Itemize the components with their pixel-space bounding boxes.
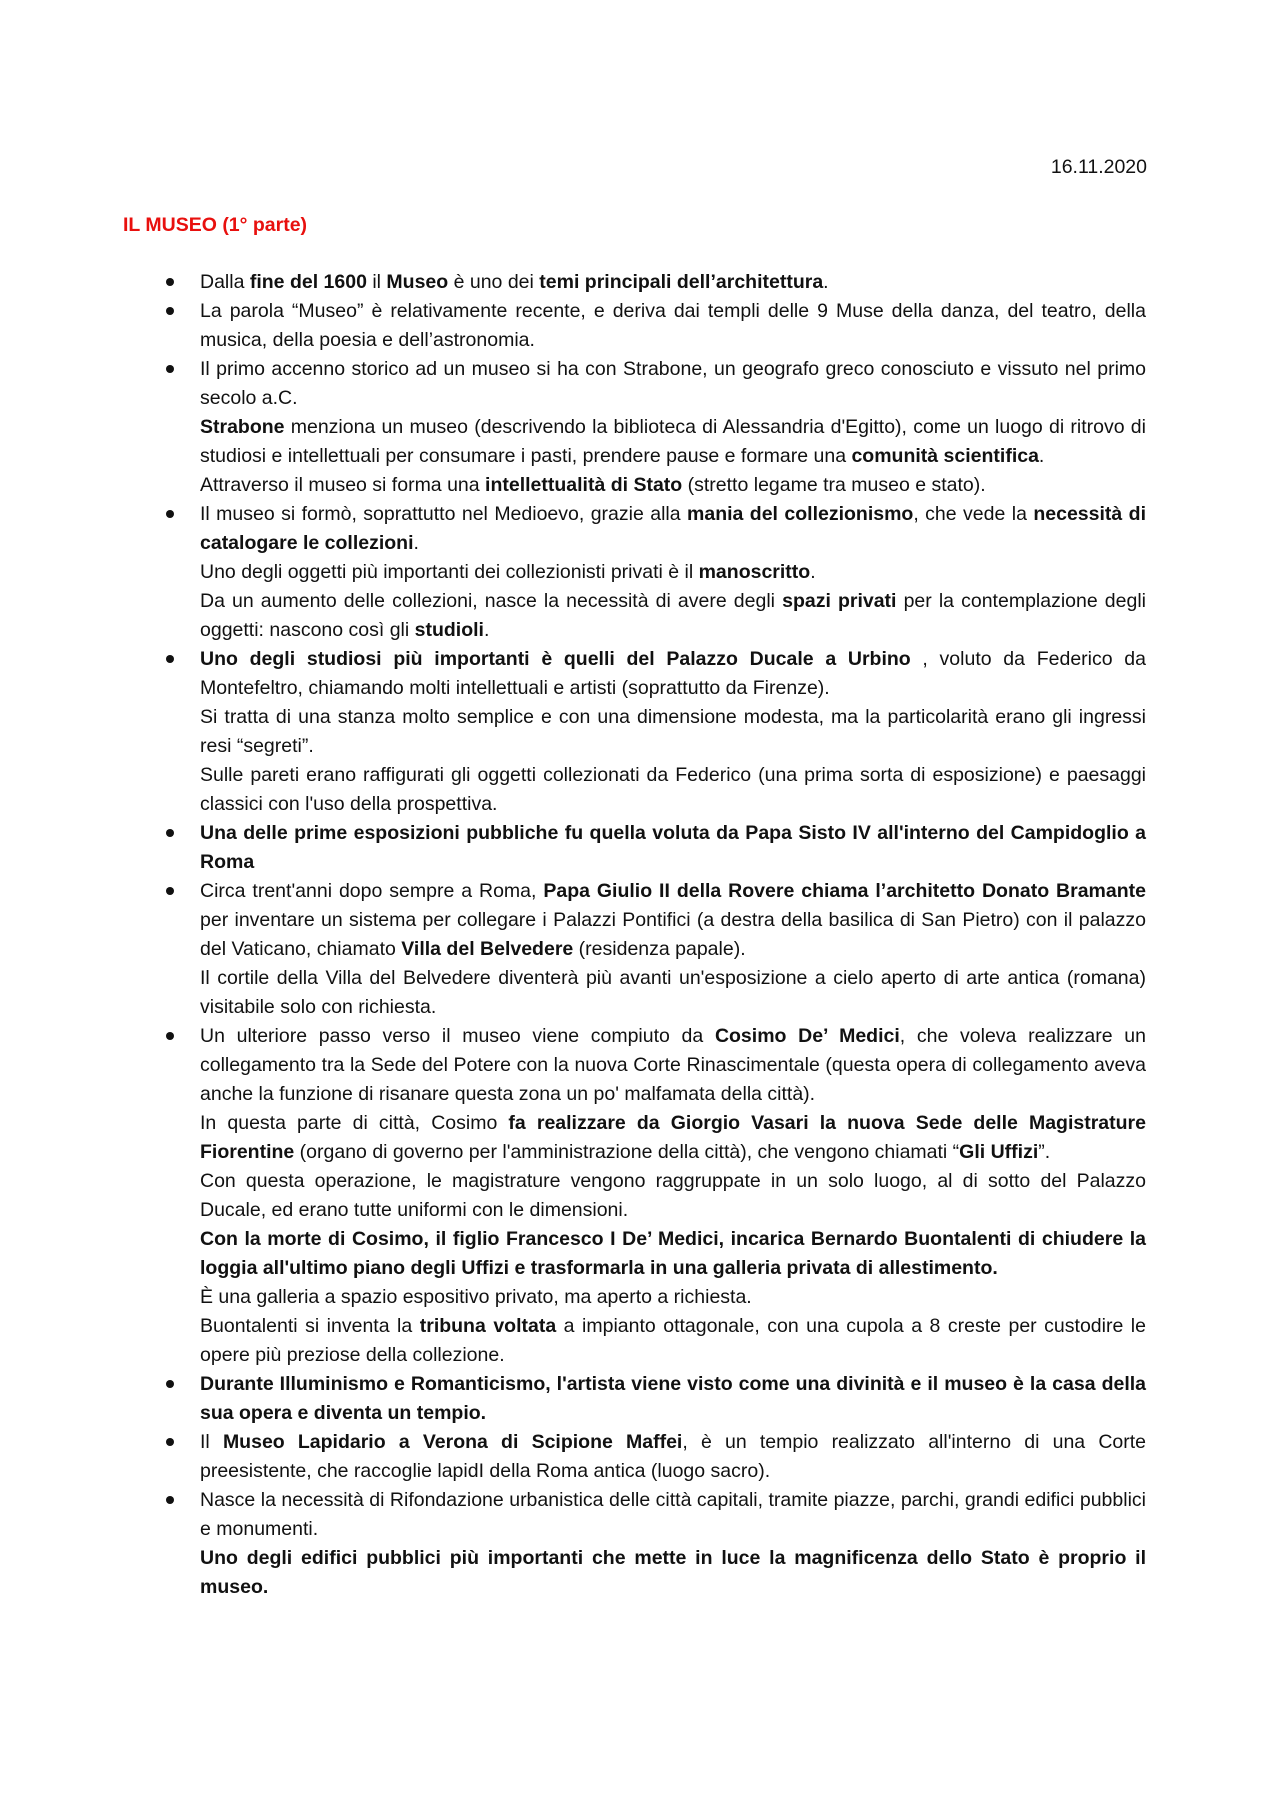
list-item-paragraph	[200, 645, 1146, 703]
text: è uno dei	[448, 271, 540, 293]
list-item-paragraph	[200, 587, 1146, 645]
bold-text: manoscritto	[698, 561, 811, 583]
text: per inventare un sistema per collegare i Palazzi Pontifici (a destra della basilica di San Pietro) con il palazzo del Vaticano, chiamato	[200, 909, 1146, 960]
text: , voluto da Federico da Montefeltro, chiamando molti intellettuali e artisti (soprattutto da Firenze).	[200, 648, 1146, 699]
bullet-list	[200, 268, 1146, 1602]
bold-text: fa realizzare da Giorgio Vasari la nuova Sede delle Magistrature Fiorentine	[200, 1112, 1146, 1163]
bold-text: Cosimo De’ Medici	[714, 1025, 900, 1047]
bold-text: intellettualità di Stato	[485, 474, 683, 496]
list-item-paragraph	[200, 761, 1146, 819]
text: Con questa operazione, le magistrature vengono raggruppate in un solo luogo, al di sotto del Palazzo Ducale, ed erano tutte uniformi con le dimensioni.	[200, 1170, 1146, 1221]
list-item	[200, 1370, 1146, 1428]
text: Da un aumento delle collezioni, nasce la necessità di avere degli	[200, 590, 783, 612]
list-item-paragraph	[200, 1370, 1146, 1428]
text: Dalla	[200, 271, 250, 293]
list-item	[200, 819, 1146, 877]
text: (residenza papale).	[573, 938, 746, 960]
text: il	[366, 271, 387, 293]
text: , è un tempio realizzato all'interno di una Corte preesistente, che raccoglie lapidI della Roma antica (luogo sacro).	[200, 1431, 1146, 1482]
bold-text: tribuna voltata	[419, 1315, 557, 1337]
text: .	[823, 271, 829, 293]
text: Sulle pareti erano raffigurati gli oggetti collezionati da Federico (una prima sorta di esposizione) e paesaggi classici con l'uso della prospettiva.	[200, 764, 1146, 815]
list-item	[200, 355, 1146, 500]
text: Buontalenti si inventa la	[200, 1315, 420, 1337]
text: (organo di governo per l'amministrazione della città), che vengono chiamati “	[294, 1141, 960, 1163]
text: , che vede la	[913, 503, 1034, 525]
text: per la contemplazione degli oggetti: nascono così gli	[200, 590, 1146, 641]
text: .	[483, 619, 490, 641]
text: menziona un museo (descrivendo la biblioteca di Alessandria d'Egitto), come un luogo di ritrovo di studiosi e intellettuali per consumare i pasti, prendere pause e formare una	[200, 416, 1146, 467]
list-item-paragraph	[200, 877, 1146, 964]
document-title: IL MUSEO (1° parte)	[123, 214, 308, 236]
text: .	[1038, 445, 1045, 467]
text: (stretto legame tra museo e stato).	[682, 474, 986, 496]
text: Il primo accenno storico ad un museo si ha con Strabone, un geografo greco conosciuto e vissuto nel primo secolo a.C.	[200, 358, 1146, 409]
list-item-paragraph	[200, 1167, 1146, 1225]
bold-text: Villa del Belvedere	[401, 938, 574, 960]
text: Si tratta di una stanza molto semplice e con una dimensione modesta, ma la particolarità erano gli ingressi resi “segreti”.	[200, 706, 1146, 757]
text: Nasce la necessità di Rifondazione urbanistica delle città capitali, tramite piazze, parchi, grandi edifici pubblici e monumenti.	[200, 1489, 1146, 1540]
text: Il cortile della Villa del Belvedere diventerà più avanti un'esposizione a cielo aperto di arte antica (romana) visitabile solo con richiesta.	[200, 967, 1146, 1018]
text: a impianto ottagonale, con una cupola a 8 creste per custodire le opere più preziose della collezione.	[200, 1315, 1146, 1366]
text: .	[810, 561, 816, 583]
list-item	[200, 500, 1146, 645]
list-item-paragraph	[200, 558, 1146, 587]
list-item	[200, 1022, 1146, 1370]
list-item-paragraph	[200, 1428, 1146, 1486]
text: Un ulteriore passo verso il museo viene compiuto da	[200, 1025, 715, 1047]
bold-text: spazi privati	[782, 590, 897, 612]
list-item	[200, 1486, 1146, 1602]
text: È una galleria a spazio espositivo privato, ma aperto a richiesta.	[200, 1286, 752, 1308]
list-item	[200, 268, 1146, 297]
bold-text: fine del 1600	[249, 271, 367, 293]
list-item	[200, 645, 1146, 819]
list-item-paragraph	[200, 1312, 1146, 1370]
list-item-paragraph	[200, 297, 1146, 355]
text: Attraverso il museo si forma una	[200, 474, 486, 496]
bold-text: studioli	[414, 619, 484, 641]
list-item-paragraph	[200, 1283, 1146, 1312]
bold-text: mania del collezionismo	[687, 503, 914, 525]
list-item-paragraph	[200, 1486, 1146, 1544]
text: .	[413, 532, 419, 554]
text: Uno degli oggetti più importanti dei collezionisti privati è il	[200, 561, 699, 583]
list-item-paragraph	[200, 1225, 1146, 1283]
list-item-paragraph	[200, 413, 1146, 471]
list-item-paragraph	[200, 500, 1146, 558]
list-item-paragraph	[200, 1109, 1146, 1167]
bold-text: Museo Lapidario a Verona di Scipione Maffei	[222, 1431, 683, 1453]
text: ”.	[1038, 1141, 1051, 1163]
list-item-paragraph	[200, 471, 1146, 500]
document-date: 16.11.2020	[1050, 156, 1147, 178]
list-item-paragraph	[200, 964, 1146, 1022]
bold-text: Una delle prime esposizioni pubbliche fu quella voluta da Papa Sisto IV all'interno del Campidoglio a Roma	[200, 822, 1146, 873]
bold-text: Strabone	[200, 416, 285, 438]
bold-text: Papa Giulio II della Rovere chiama l’architetto Donato Bramante	[543, 880, 1146, 902]
bold-text: Uno degli edifici pubblici più importanti che mette in luce la magnificenza dello Stato è proprio il museo.	[200, 1547, 1146, 1598]
text: In questa parte di città, Cosimo	[200, 1112, 509, 1134]
list-item-paragraph	[200, 819, 1146, 877]
bold-text: Gli Uffizi	[959, 1141, 1039, 1163]
text: , che voleva realizzare un collegamento tra la Sede del Potere con la nuova Corte Rinascimentale (questa opera di collegamento aveva anche la funzione di risanare questa zona un po' malfamata della città).	[200, 1025, 1146, 1105]
bold-text: comunità scientifica	[851, 445, 1039, 467]
bold-text: Durante Illuminismo e Romanticismo, l'artista viene visto come una divinità e il museo è la casa della sua opera e diventa un tempio.	[200, 1373, 1146, 1424]
text: La parola “Museo” è relativamente recente, e deriva dai templi delle 9 Muse della danza, del teatro, della musica, della poesia e dell’astronomia.	[200, 300, 1146, 351]
list-item	[200, 1428, 1146, 1486]
bold-text: necessità di catalogare le collezioni	[200, 503, 1147, 554]
list-item-paragraph	[200, 355, 1146, 413]
bold-text: Museo	[386, 271, 449, 293]
list-item-paragraph	[200, 1022, 1146, 1109]
list-item	[200, 877, 1146, 1022]
text: Il museo si formò, soprattutto nel Medioevo, grazie alla	[200, 503, 688, 525]
list-item-paragraph	[200, 268, 1146, 297]
text: Il	[200, 1431, 223, 1453]
text: Circa trent'anni dopo sempre a Roma,	[200, 880, 544, 902]
list-item-paragraph	[200, 1544, 1146, 1602]
list-item-paragraph	[200, 703, 1146, 761]
bold-text: temi principali dell’architettura	[539, 271, 824, 293]
bold-text: Uno degli studiosi più importanti è quelli del Palazzo Ducale a Urbino	[200, 648, 911, 670]
bold-text: Con la morte di Cosimo, il figlio Francesco I De’ Medici, incarica Bernardo Buontalenti di chiudere la loggia all'ultimo piano degli Uffizi e trasformarla in una galleria privata di allestimento.	[200, 1228, 1146, 1279]
list-item	[200, 297, 1146, 355]
